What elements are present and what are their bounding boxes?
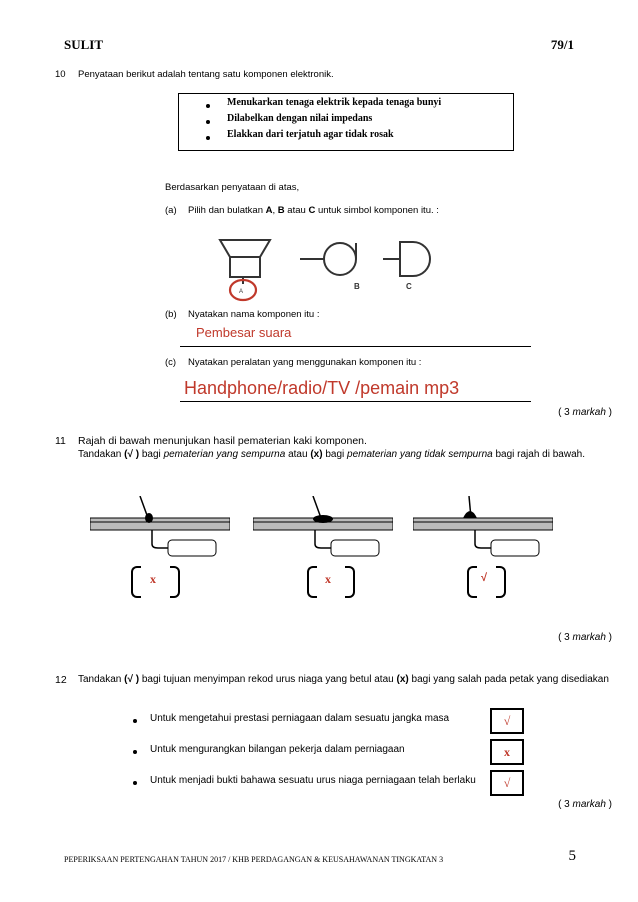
symbol-b [300, 243, 356, 275]
symbol-label-a: A [239, 289, 244, 295]
q11-answer-1: x [150, 572, 156, 586]
footer-text: PEPERIKSAAN PERTENGAHAN TAHUN 2017 / KHB PERDAGANGAN & KEUSAHAWANAN TINGKATAN 3 [64, 855, 444, 864]
q10-number: 10 [55, 69, 66, 80]
q10-marks: ( 3 markah ) [558, 407, 612, 418]
q10-stem: Penyataan berikut adalah tentang satu komponen elektronik. [78, 69, 334, 80]
q12-item-3: Untuk menjadi bukti bahawa sesuatu urus niaga perniagaan telah berlaku [150, 775, 476, 786]
solder-image-1 [90, 496, 230, 558]
bullet-icon [133, 719, 137, 723]
q10-statement-box [178, 93, 514, 151]
q11-line2: Tandakan (√ ) bagi pematerian yang sempurna atau (x) bagi pematerian yang tidak sempurna bagi rajah di bawah. [78, 449, 585, 460]
statement-2: Dilabelkan dengan nilai impedans [227, 113, 373, 124]
bullet-icon [206, 136, 210, 140]
answer-line [180, 346, 531, 347]
speaker-symbol-a [220, 240, 270, 284]
q12-answer-box-3: √ [490, 770, 524, 796]
q10a-label: (a) [165, 205, 177, 216]
answer-bracket-right [170, 566, 180, 598]
q12-item-1: Untuk mengetahui prestasi perniagaan dalam sesuatu jangka masa [150, 713, 450, 724]
q10c-text: Nyatakan peralatan yang menggunakan komponen itu : [188, 357, 422, 368]
q10c-answer: Handphone/radio/TV /pemain mp3 [184, 378, 460, 398]
q11-marks: ( 3 markah ) [558, 632, 612, 643]
statement-1: Menukarkan tenaga elektrik kepada tenaga bunyi [227, 97, 442, 108]
header-right: 79/1 [550, 37, 574, 52]
bullet-icon [133, 750, 137, 754]
bullet-icon [206, 120, 210, 124]
answer-bracket-left [307, 566, 317, 598]
solder-image-3 [413, 496, 553, 558]
header-left: SULIT [64, 37, 104, 52]
q11-answer-2: x [325, 572, 331, 586]
q11-number: 11 [55, 435, 66, 447]
q10b-answer: Pembesar suara [196, 325, 292, 340]
solder-image-2 [253, 496, 393, 558]
page-number: 5 [568, 848, 576, 864]
q12-answer-box-2: x [490, 739, 524, 765]
answer-line [180, 401, 531, 402]
q12-answer-box-1: √ [490, 708, 524, 734]
bullet-icon [206, 104, 210, 108]
q12-marks: ( 3 markah ) [558, 799, 612, 810]
symbol-label-c: C [406, 282, 412, 291]
bullet-icon [133, 781, 137, 785]
q12-item-2: Untuk mengurangkan bilangan pekerja dalam perniagaan [150, 744, 405, 755]
q10b-label: (b) [165, 309, 177, 320]
q10c-label: (c) [165, 357, 177, 368]
answer-bracket-right [496, 566, 506, 598]
answer-bracket-left [467, 566, 477, 598]
component-symbols [215, 237, 445, 307]
q10-based-on: Berdasarkan penyataan di atas, [165, 182, 300, 193]
q10a-text: Pilih dan bulatkan A, B atau C untuk simbol komponen itu. : [188, 205, 439, 216]
answer-bracket-right [345, 566, 355, 598]
q11-line1: Rajah di bawah menunjukan hasil pematerian kaki komponen. [78, 435, 367, 447]
q11-answer-3: √ [481, 572, 488, 584]
q12-instruction: Tandakan (√ ) bagi tujuan menyimpan rekod urus niaga yang betul atau (x) bagi yang salah pada petak yang disediakan [78, 674, 609, 685]
answer-bracket-left [131, 566, 141, 598]
symbol-label-b: B [354, 282, 360, 291]
q10b-text: Nyatakan nama komponen itu : [188, 309, 320, 320]
statement-3: Elakkan dari terjatuh agar tidak rosak [227, 129, 394, 140]
q12-number: 12 [55, 674, 67, 686]
symbol-c [383, 242, 430, 276]
